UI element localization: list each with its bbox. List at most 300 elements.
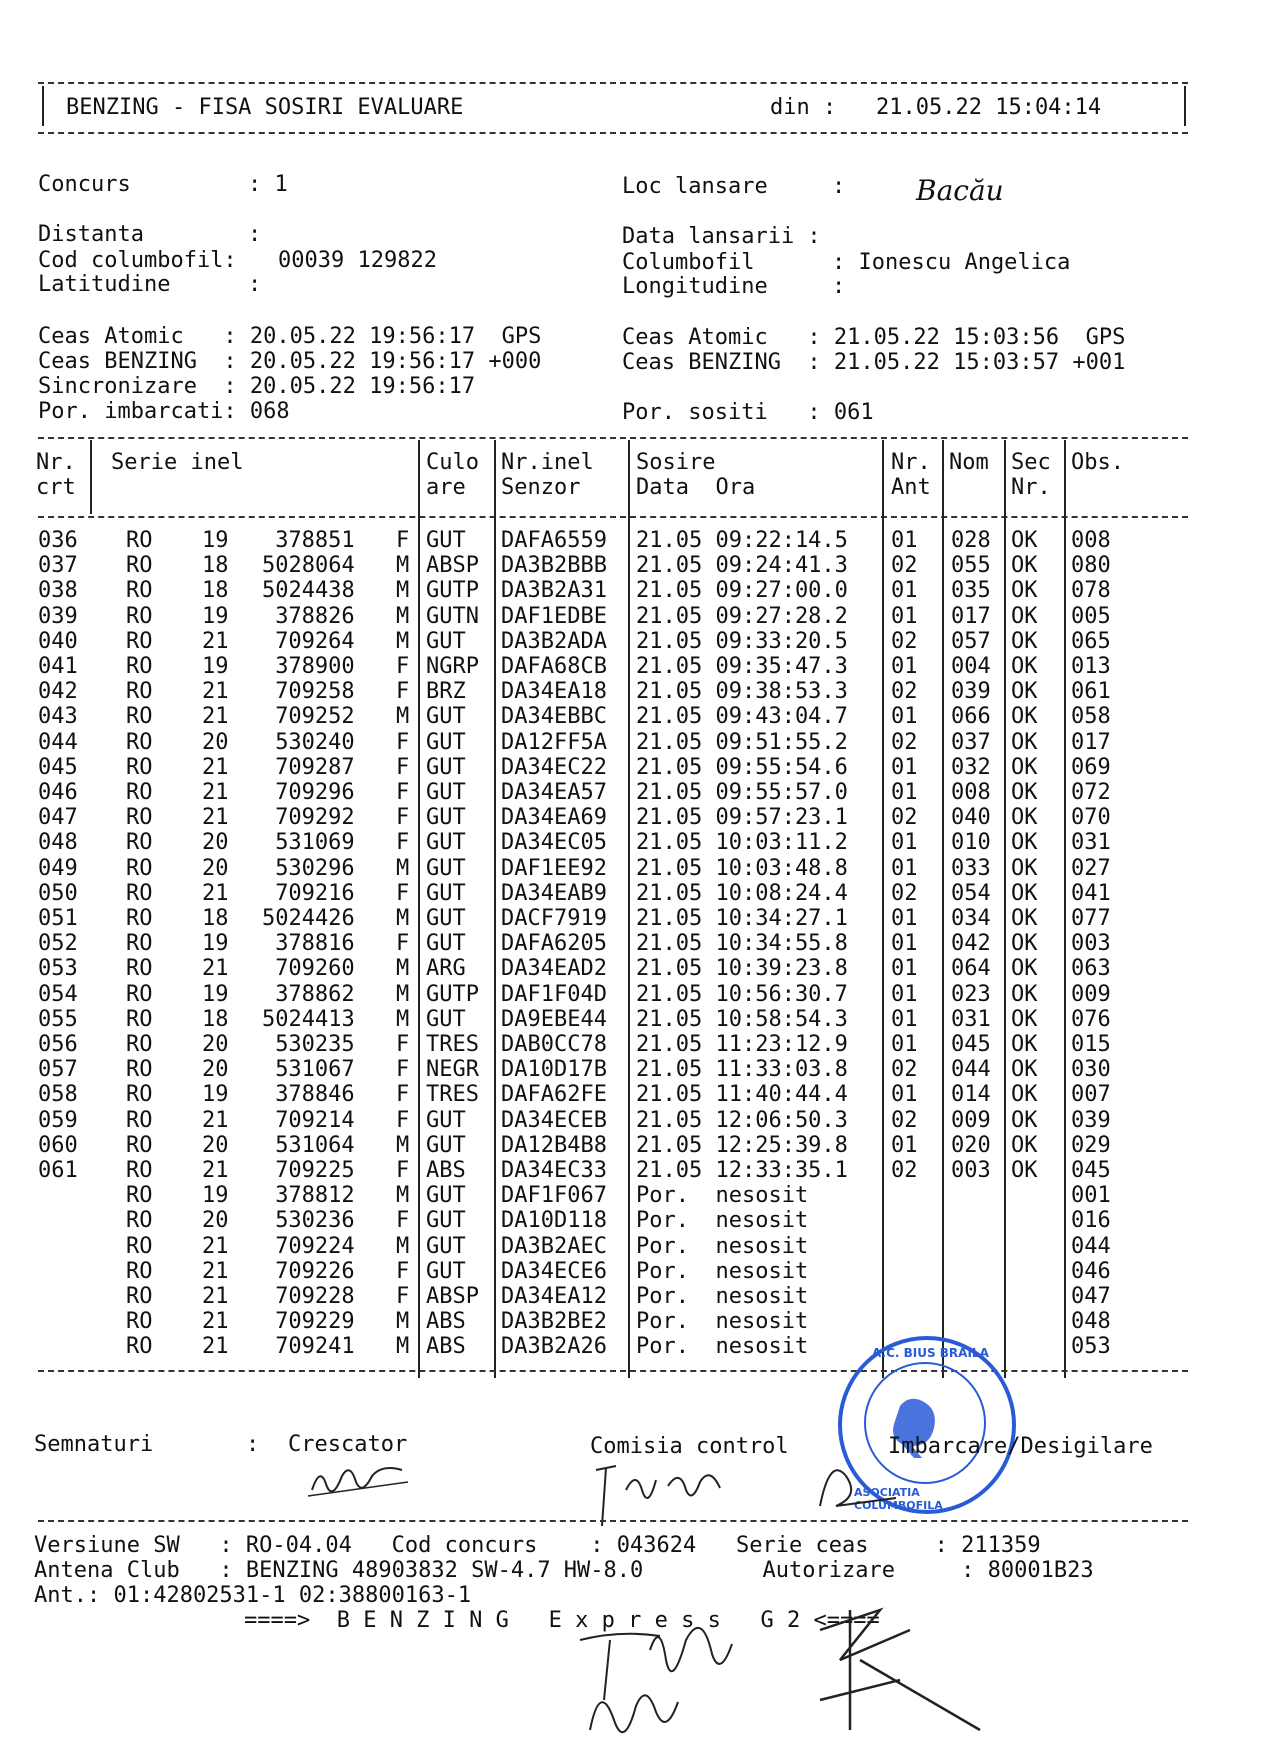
table-row <box>0 1259 1276 1284</box>
cell-antenna: 02 <box>891 553 918 579</box>
cell-color: GUT <box>426 1006 466 1032</box>
cell-obs: 005 <box>1071 603 1111 629</box>
cell-sensor: DA3B2ADA <box>501 628 607 654</box>
cell-sex: F <box>396 1284 410 1309</box>
cell-nom: 020 <box>951 1132 991 1158</box>
cell-color: GUT <box>426 754 466 780</box>
table-row <box>0 604 1276 629</box>
cell-nom: 055 <box>951 553 991 579</box>
cell-sensor: DAF1EE92 <box>501 855 607 881</box>
cell-nr: 050 <box>38 880 78 906</box>
table-row <box>0 755 1276 780</box>
cell-country: RO <box>126 1057 153 1083</box>
cell-sec: OK <box>1011 780 1038 805</box>
cell-country: RO <box>126 553 153 579</box>
cell-sex: M <box>396 578 410 604</box>
cell-country: RO <box>126 981 153 1007</box>
cell-color: GUT <box>426 1233 466 1259</box>
cell-color: ABS <box>426 1334 466 1360</box>
table-row <box>0 1158 1276 1183</box>
report-date-value: 21.05.22 15:04:14 <box>876 95 1102 120</box>
cell-year: 19 <box>202 931 229 957</box>
table-row <box>0 881 1276 906</box>
cell-obs: 044 <box>1071 1233 1111 1259</box>
cell-sec: OK <box>1011 956 1038 982</box>
cell-obs: 041 <box>1071 880 1111 906</box>
cell-nr: 054 <box>38 981 78 1007</box>
cell-color: ARG <box>426 956 466 982</box>
cell-obs: 063 <box>1071 956 1111 982</box>
cell-country: RO <box>126 931 153 957</box>
col-obs-header: Obs. <box>1071 450 1124 475</box>
col-sep <box>90 440 92 514</box>
cell-year: 18 <box>202 553 229 579</box>
cell-color: BRZ <box>426 679 466 705</box>
cell-ring: 378900 <box>275 654 355 679</box>
cell-country: RO <box>126 855 153 881</box>
cell-ring: 378826 <box>275 603 355 629</box>
cell-ring: 530236 <box>275 1208 355 1234</box>
cell-year: 18 <box>202 1006 229 1032</box>
cell-antenna: 01 <box>891 906 918 931</box>
cell-arrival: 21.05 10:08:24.4 <box>636 880 848 906</box>
cell-antenna: 02 <box>891 1158 918 1183</box>
cell-nr: 061 <box>38 1158 78 1183</box>
cell-ring: 5024413 <box>262 1006 355 1032</box>
col-nr-header-2: crt <box>36 475 76 500</box>
cell-sensor: DA3B2BBB <box>501 553 607 579</box>
cell-nr: 047 <box>38 805 78 831</box>
cell-ring: 530235 <box>275 1032 355 1057</box>
cod-columbofil-value: 00039 129822 <box>278 248 437 273</box>
cell-sensor: DA34EA12 <box>501 1284 607 1309</box>
cell-year: 21 <box>202 1107 229 1133</box>
cell-year: 19 <box>202 654 229 679</box>
cell-year: 21 <box>202 880 229 906</box>
cell-color: GUT <box>426 805 466 831</box>
cell-obs: 003 <box>1071 931 1111 957</box>
cell-arrival: 21.05 11:33:03.8 <box>636 1057 848 1083</box>
cell-country: RO <box>126 1158 153 1183</box>
cell-year: 21 <box>202 628 229 654</box>
cell-obs: 053 <box>1071 1334 1111 1360</box>
col-ant-header-1: Nr. <box>891 450 931 475</box>
cell-country: RO <box>126 1334 153 1360</box>
cell-sex: F <box>396 1032 410 1057</box>
cell-nom: 033 <box>951 855 991 881</box>
cell-nom: 014 <box>951 1082 991 1108</box>
col-nom-header: Nom <box>949 450 989 475</box>
cell-nr: 042 <box>38 679 78 705</box>
cell-obs: 030 <box>1071 1057 1111 1083</box>
cell-color: NGRP <box>426 654 479 679</box>
cell-nom: 064 <box>951 956 991 982</box>
cell-color: GUT <box>426 1107 466 1133</box>
table-row <box>0 629 1276 654</box>
cell-country: RO <box>126 1107 153 1133</box>
table-row <box>0 1284 1276 1309</box>
clock-right-benzing: Ceas BENZING : 21.05.22 15:03:57 +001 <box>622 350 1126 375</box>
cell-arrival: 21.05 10:03:11.2 <box>636 830 848 856</box>
cell-nom: 040 <box>951 805 991 831</box>
cell-ring: 378812 <box>275 1183 355 1209</box>
cell-obs: 070 <box>1071 805 1111 831</box>
cell-nr: 038 <box>38 578 78 604</box>
col-sec-header-2: Nr. <box>1011 475 1051 500</box>
cell-year: 19 <box>202 1183 229 1209</box>
cell-sensor: DA34EA69 <box>501 805 607 831</box>
cell-sex: F <box>396 805 410 831</box>
cell-color: GUT <box>426 1208 466 1234</box>
clock-left-atomic: Ceas Atomic : 20.05.22 19:56:17 GPS <box>38 324 542 349</box>
cell-antenna: 01 <box>891 956 918 982</box>
cell-antenna: 01 <box>891 830 918 856</box>
cell-color: NEGR <box>426 1057 479 1083</box>
cell-sex: F <box>396 1082 410 1108</box>
cell-ring: 709241 <box>275 1334 355 1360</box>
cell-country: RO <box>126 1132 153 1158</box>
cell-nom: 008 <box>951 780 991 805</box>
cell-antenna: 01 <box>891 780 918 805</box>
distanta-sep: : <box>248 222 262 247</box>
col-sosire-header-2: Data Ora <box>636 475 756 500</box>
cell-nom: 057 <box>951 628 991 654</box>
cell-obs: 009 <box>1071 981 1111 1007</box>
longitudine-sep: : <box>832 274 846 299</box>
table-row <box>0 528 1276 553</box>
cell-sensor: DAF1F04D <box>501 981 607 1007</box>
cell-nr: 044 <box>38 729 78 755</box>
cell-ring: 531067 <box>275 1057 355 1083</box>
cell-country: RO <box>126 603 153 629</box>
cell-nom: 004 <box>951 654 991 679</box>
cell-color: GUT <box>426 931 466 957</box>
cell-sensor: DA34EC33 <box>501 1158 607 1183</box>
cell-year: 18 <box>202 906 229 931</box>
cell-sex: M <box>396 855 410 881</box>
footer-line-antena: Antena Club : BENZING 48903832 SW-4.7 HW-8.0 Autorizare : 80001B23 <box>34 1558 1094 1583</box>
cell-color: GUTP <box>426 578 479 604</box>
cell-sec: OK <box>1011 931 1038 957</box>
cell-sex: M <box>396 1183 410 1209</box>
por-sositi: Por. sositi : 061 <box>622 400 874 425</box>
cell-antenna: 01 <box>891 1006 918 1032</box>
semnaturi-label: Semnaturi <box>34 1432 154 1457</box>
cell-color: GUT <box>426 880 466 906</box>
cell-country: RO <box>126 805 153 831</box>
cell-country: RO <box>126 780 153 805</box>
cell-obs: 046 <box>1071 1258 1111 1284</box>
imbarcare-signature <box>800 1446 920 1516</box>
latitudine-label: Latitudine <box>38 272 171 297</box>
cell-country: RO <box>126 830 153 856</box>
cell-nom: 017 <box>951 603 991 629</box>
cell-sec: OK <box>1011 830 1038 856</box>
cell-country: RO <box>126 956 153 982</box>
cell-arrival: 21.05 10:34:27.1 <box>636 906 848 931</box>
cell-nr: 045 <box>38 754 78 780</box>
cell-color: TRES <box>426 1032 479 1057</box>
cell-nr: 040 <box>38 628 78 654</box>
cell-arrival: 21.05 09:22:14.5 <box>636 528 848 553</box>
cell-color: GUTN <box>426 603 479 629</box>
cell-year: 18 <box>202 578 229 604</box>
cell-antenna: 01 <box>891 1082 918 1108</box>
cell-year: 21 <box>202 1233 229 1259</box>
cell-sensor: DA34EA57 <box>501 780 607 805</box>
cell-sec: OK <box>1011 679 1038 705</box>
comisia-signature <box>576 1450 776 1530</box>
report-title: BENZING - FISA SOSIRI EVALUARE <box>66 95 464 120</box>
cell-sex: F <box>396 729 410 755</box>
cell-sensor: DAFA68CB <box>501 654 607 679</box>
cell-sex: F <box>396 1258 410 1284</box>
cell-sec: OK <box>1011 880 1038 906</box>
cell-nom: 037 <box>951 729 991 755</box>
cell-sex: F <box>396 931 410 957</box>
cell-arrival: 21.05 10:03:48.8 <box>636 855 848 881</box>
cell-sex: M <box>396 981 410 1007</box>
cell-sensor: DA12FF5A <box>501 729 607 755</box>
cell-nr: 043 <box>38 704 78 730</box>
cell-nr: 053 <box>38 956 78 982</box>
cell-antenna: 01 <box>891 981 918 1007</box>
footer-line-version: Versiune SW : RO-04.04 Cod concurs : 043624 Serie ceas : 211359 <box>34 1533 1041 1558</box>
cod-columbofil-label: Cod columbofil: <box>38 248 237 273</box>
concurs-value: : 1 <box>248 172 288 197</box>
cell-country: RO <box>126 654 153 679</box>
cell-nr: 049 <box>38 855 78 881</box>
cell-sec: OK <box>1011 528 1038 553</box>
cell-arrival: 21.05 09:55:54.6 <box>636 754 848 780</box>
cell-sec: OK <box>1011 1132 1038 1158</box>
cell-ring: 378862 <box>275 981 355 1007</box>
cell-color: GUT <box>426 729 466 755</box>
table-header-divider <box>38 516 1188 518</box>
cell-obs: 065 <box>1071 628 1111 654</box>
data-lansarii-label: Data lansarii : <box>622 224 821 249</box>
table-row <box>0 553 1276 578</box>
table-row <box>0 1234 1276 1259</box>
cell-ring: 378851 <box>275 528 355 553</box>
cell-ring: 709258 <box>275 679 355 705</box>
cell-nr: 048 <box>38 830 78 856</box>
cell-year: 20 <box>202 1208 229 1234</box>
imbarcare-label: Imbarcare/Desigilare <box>888 1434 1153 1459</box>
cell-sec: OK <box>1011 729 1038 755</box>
cell-color: GUT <box>426 628 466 654</box>
cell-antenna: 01 <box>891 704 918 730</box>
cell-obs: 047 <box>1071 1284 1111 1309</box>
clock-right-atomic: Ceas Atomic : 21.05.22 15:03:56 GPS <box>622 325 1126 350</box>
table-row <box>0 1208 1276 1233</box>
cell-antenna: 02 <box>891 1107 918 1133</box>
loc-lansare-label: Loc lansare <box>622 174 768 199</box>
col-ant-header-2: Ant <box>891 475 931 500</box>
cell-country: RO <box>126 528 153 553</box>
cell-arrival: Por. nesosit <box>636 1334 809 1360</box>
col-serie-header: Serie inel <box>111 450 244 475</box>
columbofil-value: : Ionescu Angelica <box>832 250 1071 275</box>
cell-year: 21 <box>202 704 229 730</box>
cell-color: GUT <box>426 830 466 856</box>
cell-sec: OK <box>1011 603 1038 629</box>
cell-ring: 530240 <box>275 729 355 755</box>
cell-sensor: DA34ECEB <box>501 1107 607 1133</box>
cell-obs: 058 <box>1071 704 1111 730</box>
cell-color: GUT <box>426 1258 466 1284</box>
cell-sensor: DA9EBE44 <box>501 1006 607 1032</box>
cell-arrival: 21.05 10:56:30.7 <box>636 981 848 1007</box>
clock-left-benzing: Ceas BENZING : 20.05.22 19:56:17 +000 <box>38 349 542 374</box>
cell-year: 20 <box>202 729 229 755</box>
cell-year: 21 <box>202 1309 229 1335</box>
cell-sensor: DA12B4B8 <box>501 1132 607 1158</box>
cell-ring: 709287 <box>275 754 355 780</box>
cell-arrival: 21.05 09:33:20.5 <box>636 628 848 654</box>
cell-nr: 058 <box>38 1082 78 1108</box>
cell-arrival: Por. nesosit <box>636 1258 809 1284</box>
cell-nr: 041 <box>38 654 78 679</box>
cell-country: RO <box>126 1258 153 1284</box>
table-row <box>0 805 1276 830</box>
cell-country: RO <box>126 1032 153 1057</box>
cell-arrival: 21.05 12:33:35.1 <box>636 1158 848 1183</box>
cell-nom: 044 <box>951 1057 991 1083</box>
cell-arrival: 21.05 09:51:55.2 <box>636 729 848 755</box>
cell-sex: F <box>396 780 410 805</box>
cell-ring: 5028064 <box>262 553 355 579</box>
cell-sex: F <box>396 1208 410 1234</box>
cell-color: ABSP <box>426 553 479 579</box>
cell-sec: OK <box>1011 1158 1038 1183</box>
cell-nr: 052 <box>38 931 78 957</box>
report-date-label: din : <box>770 95 837 120</box>
cell-arrival: 21.05 12:25:39.8 <box>636 1132 848 1158</box>
cell-sec: OK <box>1011 1057 1038 1083</box>
cell-ring: 5024426 <box>262 906 355 931</box>
cell-color: GUT <box>426 1183 466 1209</box>
cell-nr: 057 <box>38 1057 78 1083</box>
cell-sec: OK <box>1011 855 1038 881</box>
cell-country: RO <box>126 754 153 780</box>
cell-arrival: Por. nesosit <box>636 1183 809 1209</box>
cell-antenna: 01 <box>891 1132 918 1158</box>
table-row <box>0 1057 1276 1082</box>
cell-sensor: DA3B2AEC <box>501 1233 607 1259</box>
loc-lansare-handwritten: Bacău <box>916 174 1004 207</box>
cell-sex: M <box>396 956 410 982</box>
cell-arrival: 21.05 09:55:57.0 <box>636 780 848 805</box>
cell-country: RO <box>126 578 153 604</box>
cell-sec: OK <box>1011 981 1038 1007</box>
cell-antenna: 01 <box>891 578 918 604</box>
table-row <box>0 982 1276 1007</box>
por-imbarcati: Por. imbarcati: 068 <box>38 399 290 424</box>
cell-antenna: 01 <box>891 931 918 957</box>
cell-country: RO <box>126 704 153 730</box>
cell-nom: 003 <box>951 1158 991 1183</box>
cell-arrival: Por. nesosit <box>636 1309 809 1335</box>
cell-year: 20 <box>202 855 229 881</box>
cell-sex: M <box>396 1006 410 1032</box>
col-sec-header-1: Sec <box>1011 450 1051 475</box>
cell-sex: F <box>396 679 410 705</box>
crescator-signature <box>300 1456 420 1506</box>
col-culoare-header-1: Culo <box>426 450 479 475</box>
cell-antenna: 01 <box>891 603 918 629</box>
cell-obs: 031 <box>1071 830 1111 856</box>
cell-nom: 035 <box>951 578 991 604</box>
cell-arrival: Por. nesosit <box>636 1284 809 1309</box>
cell-ring: 531064 <box>275 1132 355 1158</box>
cell-obs: 039 <box>1071 1107 1111 1133</box>
cell-sex: F <box>396 1158 410 1183</box>
cell-sex: F <box>396 528 410 553</box>
table-row <box>0 931 1276 956</box>
stamp-text-top: A.C. BIUS BRĂILA <box>872 1346 989 1360</box>
cell-nom: 039 <box>951 679 991 705</box>
cell-sex: F <box>396 1107 410 1133</box>
cell-obs: 027 <box>1071 855 1111 881</box>
col-senzor-header-1: Nr.inel <box>501 450 594 475</box>
cell-obs: 069 <box>1071 754 1111 780</box>
cell-sec: OK <box>1011 1032 1038 1057</box>
col-culoare-header-2: are <box>426 475 466 500</box>
cell-nr: 037 <box>38 553 78 579</box>
cell-ring: 709216 <box>275 880 355 906</box>
cell-sec: OK <box>1011 704 1038 730</box>
cell-antenna: 01 <box>891 855 918 881</box>
col-senzor-header-2: Senzor <box>501 475 581 500</box>
cell-year: 21 <box>202 754 229 780</box>
semnaturi-sep: : <box>246 1432 260 1457</box>
header-left-border <box>42 86 44 126</box>
cell-ring: 530296 <box>275 855 355 881</box>
header-top-border <box>38 82 1188 84</box>
cell-sex: M <box>396 603 410 629</box>
cell-nom: 031 <box>951 1006 991 1032</box>
cell-ring: 709229 <box>275 1309 355 1335</box>
cell-sensor: DA10D17B <box>501 1057 607 1083</box>
cell-nr: 059 <box>38 1107 78 1133</box>
bottom-signatures <box>560 1600 1040 1750</box>
cell-country: RO <box>126 628 153 654</box>
col-nr-header-1: Nr. <box>36 450 76 475</box>
cell-nom: 010 <box>951 830 991 856</box>
cell-sec: OK <box>1011 1082 1038 1108</box>
cell-country: RO <box>126 679 153 705</box>
cell-color: GUTP <box>426 981 479 1007</box>
table-row <box>0 730 1276 755</box>
cell-sec: OK <box>1011 578 1038 604</box>
cell-ring: 5024438 <box>262 578 355 604</box>
cell-sex: F <box>396 880 410 906</box>
table-row <box>0 1082 1276 1107</box>
cell-antenna: 02 <box>891 805 918 831</box>
cell-sensor: DAFA62FE <box>501 1082 607 1108</box>
cell-sec: OK <box>1011 654 1038 679</box>
cell-color: GUT <box>426 780 466 805</box>
cell-color: GUT <box>426 528 466 553</box>
table-row <box>0 906 1276 931</box>
cell-sec: OK <box>1011 805 1038 831</box>
cell-nr: 060 <box>38 1132 78 1158</box>
cell-country: RO <box>126 729 153 755</box>
cell-obs: 013 <box>1071 654 1111 679</box>
cell-year: 21 <box>202 679 229 705</box>
cell-nr: 039 <box>38 603 78 629</box>
